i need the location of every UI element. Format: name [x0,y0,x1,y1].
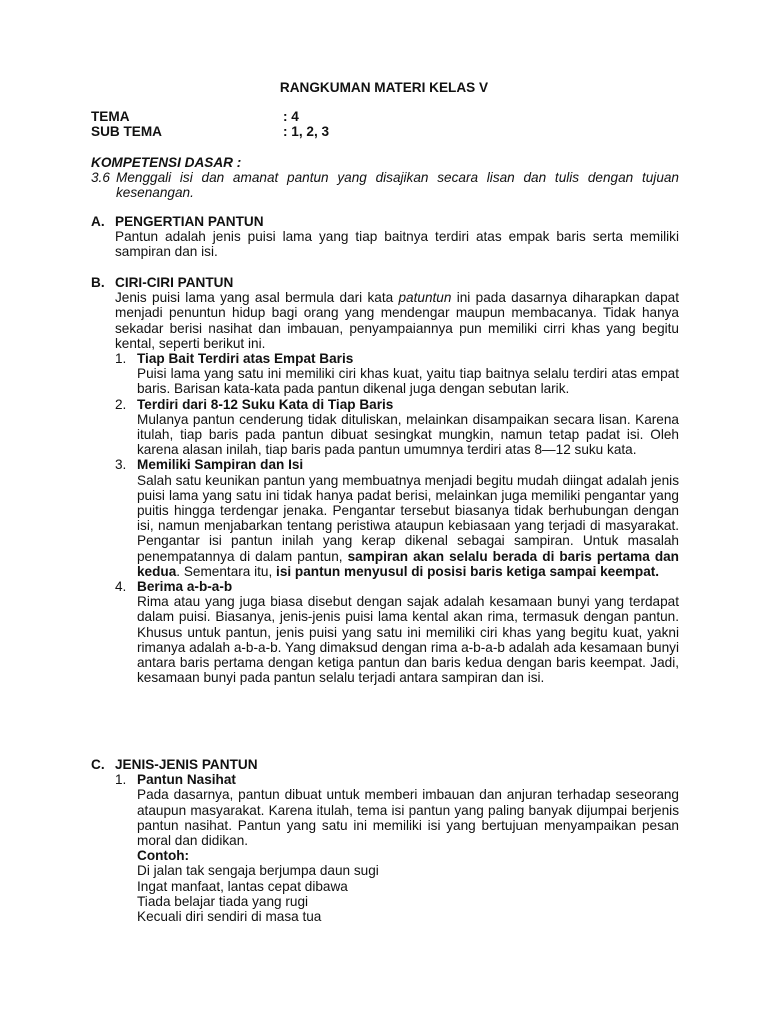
document-title: RANGKUMAN MATERI KELAS V [279,80,489,95]
ciri-item-text: Rima atau yang juga biasa disebut dengan sajak adalah kesamaan bunyi yang terdapat dalam puisi. Biasanya, jenis-jenis puisi lama kental akan rima, termasuk dengan pantun. Khusus untuk pantun, jenis puisi yang satu ini memiliki ciri khas yang begitu kuat, yakni rimanya adalah a-b-a-b. Yang dimaksud dengan rima a-b-a-b adalah ada kesamaan bunyi antara baris pertama dengan ketiga pantun dan baris kedua dengan baris keempat. Jadi, kesamaan bunyi pada pantun selalu terjadi antara sampiran dan isi. [137,594,679,686]
jenis-item-text: Pada dasarnya, pantun dibuat untuk memberi imbauan dan anjuran terhadap seseorang ataupun masyarakat. Karena itulah, tema isi pantun yang paling banyak dijumpai berjenis pantun nasihat. Pantun yang satu ini memiliki isi yang bertujuan menyampaikan pesan moral dan didikan. [137,787,679,849]
poem-line: Tiada belajar tiada yang rugi [137,893,309,909]
section-a-heading [91,214,679,229]
section-b-intro [115,290,679,351]
meta-tema-value: : 4 [283,109,299,124]
ciri-item-text-part: . Sementara itu, [176,563,277,579]
section-a-title: PENGERTIAN PANTUN [115,214,264,229]
poem-line: Ingat manfaat, lantas cepat dibawa [137,878,348,894]
ciri-item-text: Mulanya pantun cenderung tidak dituliskan, melainkan disampaikan secara lisan. Karena itulah, tiap baris pada pantun dibuat sesingkat mungkin, namun tetap padat isi. Oleh karena alasan inilah, tiap baris pada pantun umumnya terdiri atas 8—12 suku kata. [137,411,679,458]
ciri-item [115,351,679,397]
section-pengertian [91,214,679,260]
ciri-item-title: Terdiri dari 8-12 Suku Kata di Tiap Baris [137,396,394,412]
poem-line: Di jalan tak sengaja berjumpa daun sugi [137,863,379,879]
ciri-item-text: Puisi lama yang satu ini memiliki ciri khas kuat, yaitu tiap baitnya selalu terdiri atas empat baris. Barisan kata-kata pada pantun dikenal juga dengan sebutan larik. [137,366,679,397]
section-jenis-jenis [91,757,679,924]
section-a-letter: A. [91,214,105,229]
section-b-title: CIRI-CIRI PANTUN [115,275,234,290]
ciri-item-title: Tiap Bait Terdiri atas Empat Baris [137,351,354,367]
jenis-item-number: 1. [115,772,127,788]
section-ciri-ciri [91,275,679,685]
ciri-item-number: 1. [115,351,127,367]
meta-subtema-value: : 1, 2, 3 [283,124,330,139]
meta-tema [91,109,299,124]
section-b-intro-after: ini pada dasarnya diharapkan dapat menjadi penuntun hidup bagi orang yang mendengar maupun membacanya. Tidak hanya sekadar berisi nasihat dan imbauan, penyampaiannya pun memiliki cirri khas yang begitu kental, seperti berikut ini. [115,290,679,351]
ciri-item [115,397,679,458]
ciri-item [115,457,679,579]
section-a-text: Pantun adalah jenis puisi lama yang tiap baitnya terdiri atas empak baris serta memiliki sampiran dan isi. [115,229,679,260]
section-b-intro-before: Jenis puisi lama yang asal bermula dari kata [115,290,399,306]
poem-line: Kecuali diri sendiri di masa tua [137,909,322,925]
ciri-item-bold-part: sampiran akan selalu berada di baris pertama dan kedua [137,548,679,579]
section-c-heading [91,757,679,772]
kompetensi-text: Menggali isi dan amanat pantun yang disajikan secara lisan dan tulis dengan tujuan kesenangan. [116,170,679,201]
jenis-item [115,772,679,924]
ciri-item-text [137,473,679,579]
ciri-item-number: 3. [115,457,127,473]
section-c-letter: C. [91,757,105,772]
meta-subtema-label: SUB TEMA [91,124,162,139]
ciri-item-title: Berima a-b-a-b [137,579,233,595]
section-b-heading [91,275,679,290]
ciri-item-number: 2. [115,396,127,412]
ciri-item-number: 4. [115,579,127,595]
section-c-title: JENIS-JENIS PANTUN [115,757,258,772]
kompetensi-heading: KOMPETENSI DASAR : [91,155,242,170]
section-b-intro-italic: patuntun [398,290,452,306]
jenis-item-title: Pantun Nasihat [137,772,236,788]
ciri-item-text-part: Salah satu keunikan pantun yang membuatnya menjadi begitu mudah diingat adalah jenis puisi lama yang satu ini tidak hanya padat berisi, melainkan juga memiliki pengantar yang puitis hingga terdengar jenaka. Pengantar tersebut biasanya tidak berhubungan dengan isi, namun menjabarkan tentang peristiwa ataupun kebiasaan yang terjadi di masyarakat. Pengantar isi pantun inilah yang kerap dikenal sebagai sampiran. Untuk masalah penempatannya di dalam pantun, [137,472,679,564]
ciri-item-title: Memiliki Sampiran dan Isi [137,457,304,473]
meta-tema-label: TEMA [91,109,130,124]
section-b-letter: B. [91,275,105,290]
example-label: Contoh: [137,848,190,864]
kompetensi-number: 3.6 [91,170,110,185]
meta-subtema [91,124,329,139]
ciri-item-bold-part: isi pantun menyusul di posisi baris ketiga sampai keempat. [276,563,660,579]
kompetensi-body [91,170,679,200]
ciri-item [115,579,679,685]
